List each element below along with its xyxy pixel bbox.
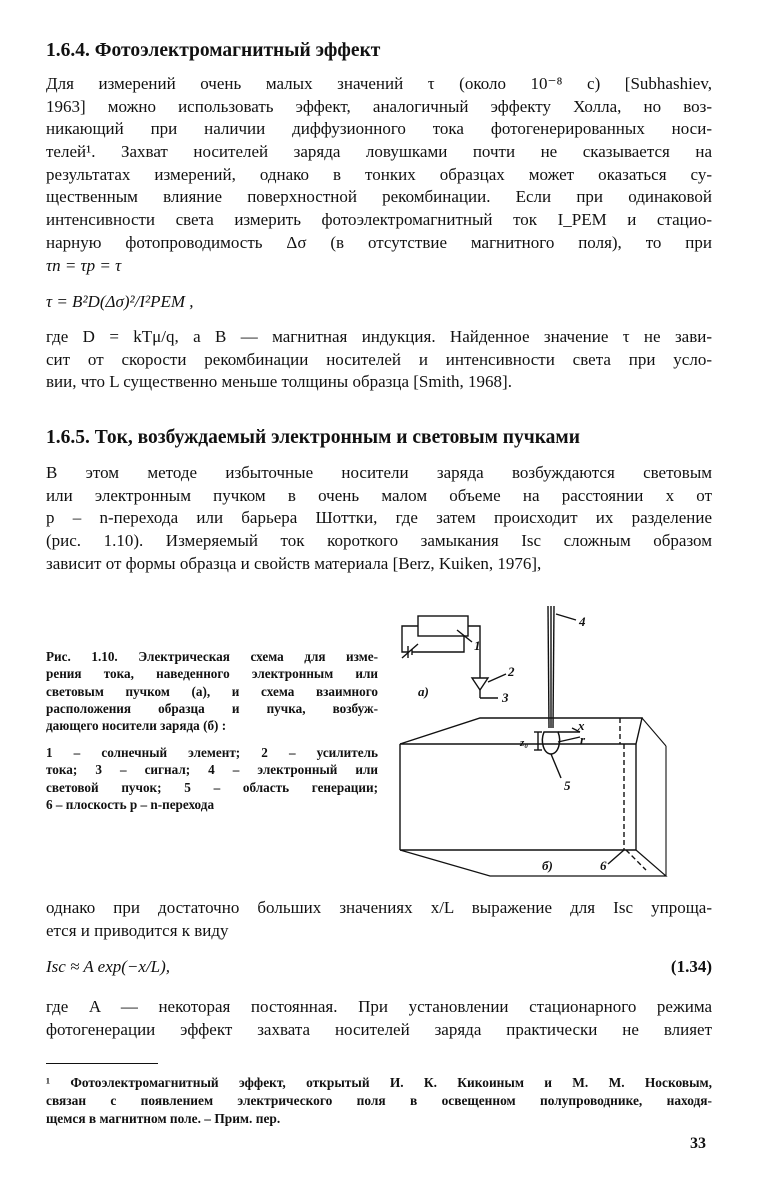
figure-caption [46,648,378,734]
page-number: 33 [690,1135,706,1152]
text-line: интенсивности света измерить фотоэлектромагнитный ток I_PEM и стацио- [46,210,712,230]
label-r: r [580,732,586,747]
text-line: где A — некоторая постоянная. При установлении стационарного режима [46,997,712,1016]
footnote-line: связан с появлением электрического поля в освещенном полупроводнике, находя- [46,1093,712,1108]
text-line: зависит от формы образца и свойств материала [Berz, Kuiken, 1976], [46,553,542,573]
label-5: 5 [564,778,571,793]
text-line: ется и приводится к виду [46,920,229,940]
legend-line: тока; 3 – сигнал; 4 – электронный или [46,762,378,778]
caption-line: световым пучком (а), и схема взаимного [46,683,378,699]
figure-legend [46,744,378,813]
text-line: p – n-перехода или барьера Шоттки, где затем происходит их разделение [46,508,712,528]
text-line: (рис. 1.10). Измеряемый ток короткого замыкания Isc сложным образом [46,531,712,551]
figure-1-10-diagram [394,606,674,882]
caption-line: дающего носители заряда (б) : [46,718,227,734]
text-line: нарную фотопроводимость Δσ (в отсутствие магнитного поля), то при [46,232,712,252]
label-x: x [578,718,585,733]
paragraph-1-6-5-b [46,897,712,942]
caption-line: рения тока, наведенного электронным или [46,666,378,682]
amplifier-triangle [472,678,488,690]
text-line: τn = τp = τ [46,255,122,275]
caption-line: расположения образца и пучка, возбуж- [46,700,378,716]
text-line: где D = kTμ/q, а B — магнитная индукция. Найденное значение τ не зави- [46,327,712,346]
label-3: 3 [502,690,509,705]
paragraph-1-6-5-a [46,462,712,575]
paragraph-1-6-4-b [46,326,712,394]
footnote-rule [46,1063,158,1064]
equation-isc: Isc ≈ A exp(−x/L), [46,957,171,976]
text-line: В этом методе избыточные носители заряда возбуждаются световым [46,463,712,482]
legend-line: 6 – плоскость p – n-перехода [46,796,215,812]
text-line: Для измерений очень малых значений τ (около 10⁻⁸ с) [Subhashiev, [46,74,712,93]
text-line: 1963] можно использовать эффект, аналогичный эффекту Холла, но воз- [46,96,712,116]
text-line: вии, что L существенно меньше толщины образца [Smith, 1968]. [46,372,512,392]
paragraph-1-6-4-a [46,73,712,277]
label-1: 1 [474,638,481,653]
text-line: или электронным пучком в очень малом объеме на расстоянии x от [46,485,712,505]
variable-arrow [402,644,418,658]
text-line: фотогенерации эффект захвата носителей заряда практически не влияет [46,1019,712,1039]
footnote [46,1074,712,1128]
label-b: б) [542,858,553,873]
text-line: сит от скорости рекомбинации носителей и интенсивности света при усло- [46,349,712,369]
label-a: а) [418,684,429,699]
text-line: щественным влияние поверхностной рекомбинации. Если при одинаковой [46,187,712,207]
footnote-line: ¹ Фотоэлектромагнитный эффект, открытый И. К. Кикоиным и М. М. Носковым, [46,1075,712,1090]
equation-tau: τ = B²D(Δσ)²/I²PEM , [46,292,194,311]
label-2: 2 [508,664,515,679]
text-line: телей¹. Захват носителей заряда ловушками почти не сказывается на [46,142,712,162]
text-line: никающий при наличии диффузионного тока фотогенерированных носи- [46,119,712,139]
label-z0: z₀ [520,737,529,749]
label-6: 6 [600,858,607,873]
text-line: результатах измерений, однако в тонких образцах может оказаться су- [46,164,712,184]
legend-line: 1 – солнечный элемент; 2 – усилитель [46,745,378,760]
section-heading-1-6-5: 1.6.5. Ток, возбуждаемый электронным и световым пучками [46,427,580,448]
section-heading-1-6-4: 1.6.4. Фотоэлектромагнитный эффект [46,40,381,61]
paragraph-1-6-5-c [46,996,712,1041]
caption-line: Рис. 1.10. Электрическая схема для изме- [46,649,378,664]
label-4: 4 [579,614,586,629]
legend-line: световой пучок; 5 – область генерации; [46,779,378,795]
text-line: однако при достаточно больших значениях x/L выражение для Isc упроща- [46,898,712,917]
footnote-line: щемся в магнитном поле. – Прим. пер. [46,1111,281,1126]
equation-number: (1.34) [670,957,712,976]
